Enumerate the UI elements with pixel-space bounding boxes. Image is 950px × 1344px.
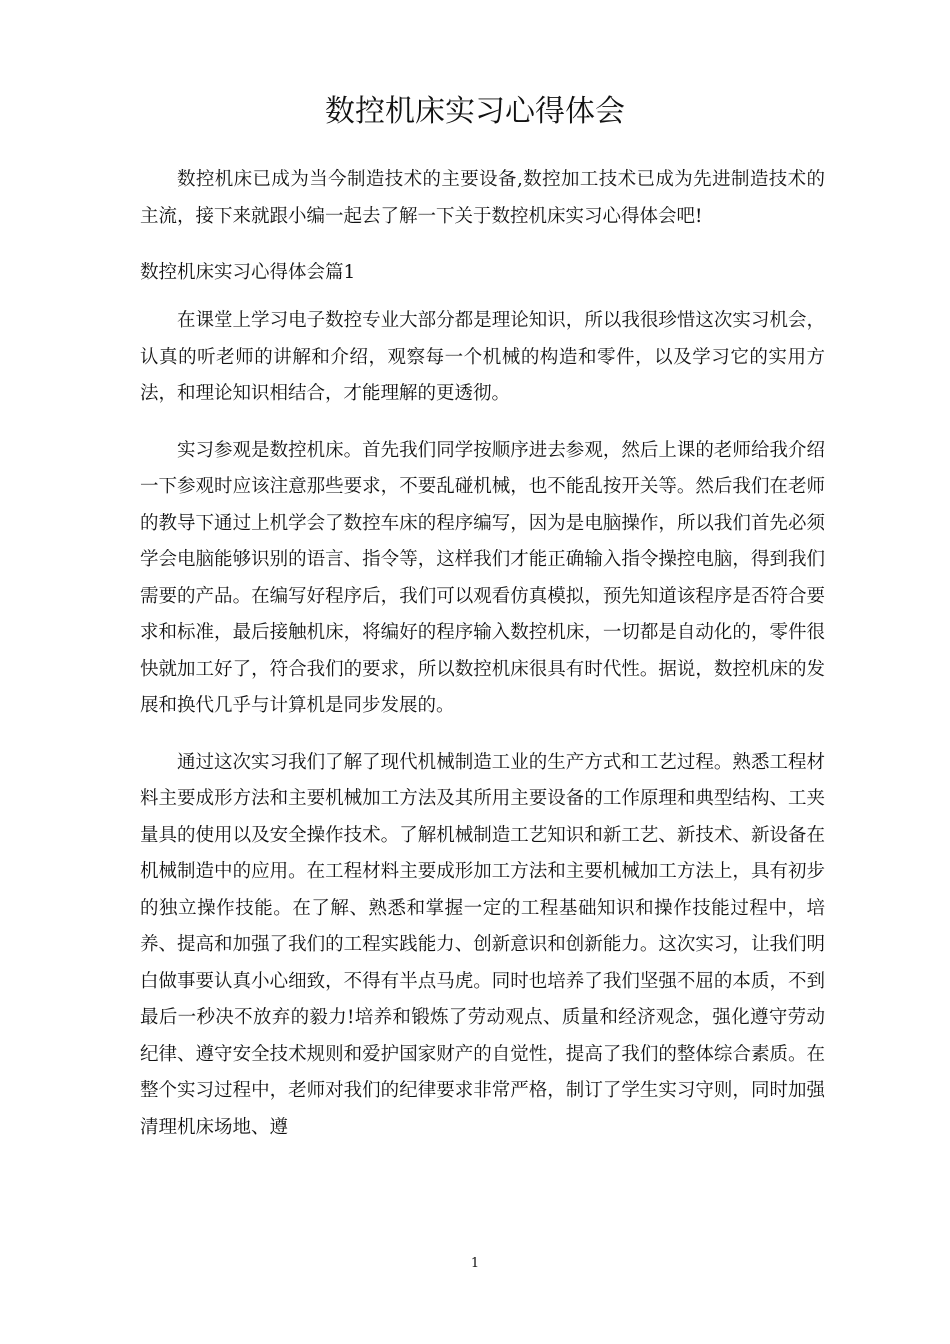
body-paragraph-1: 在课堂上学习电子数控专业大部分都是理论知识，所以我很珍惜这次实习机会，认真的听老师的讲解和介绍，观察每一个机械的构造和零件，以及学习它的实用方法，和理论知识相结合，才能理解的更透彻。 [140,310,825,404]
section-heading: 数控机床实习心得体会篇1 [140,262,356,283]
page-number: 1 [470,1256,480,1271]
document-title: 数控机床实习心得体会 [325,94,625,129]
body-paragraph-3: 通过这次实习我们了解了现代机械制造工业的生产方式和工艺过程。熟悉工程材料主要成形方法和主要机械加工方法及其所用主要设备的工作原理和典型结构、工夹量具的使用以及安全操作技术。了解机械制造工艺知识和新工艺、新技术、新设备在机械制造中的应用。在工程材料主要成形加工方法和主要机械加工方法上，具有初步的独立操作技能。在了解、熟悉和掌握一定的工程基础知识和操作技能过程中，培养、提高和加强了我们的工程实践能力、创新意识和创新能力。这次实习，让我们明白做事要认真小心细致，不得有半点马虎。同时也培养了我们坚强不屈的本质，不到最后一秒决不放弃的毅力!培养和锻炼了劳动观点、质量和经济观念，强化遵守劳动纪律、遵守安全技术规则和爱护国家财产的自觉性，提高了我们的整体综合素质。在整个实习过程中，老师对我们的纪律要求非常严格，制订了学生实习守则，同时加强清理机床场地、遵 [140,751,825,1138]
document-body [140,162,825,1146]
body-paragraph-2: 实习参观是数控机床。首先我们同学按顺序进去参观，然后上课的老师给我介绍一下参观时应该注意那些要求，不要乱碰机械，也不能乱按开关等。然后我们在老师的教导下通过上机学会了数控车床的程序编写，因为是电脑操作，所以我们首先必须学会电脑能够识别的语言、指令等，这样我们才能正确输入指令操控电脑，得到我们需要的产品。在编写好程序后，我们可以观看仿真模拟，预先知道该程序是否符合要求和标准，最后接触机床，将编好的程序输入数控机床，一切都是自动化的，零件很快就加工好了，符合我们的要求，所以数控机床很具有时代性。据说，数控机床的发展和换代几乎与计算机是同步发展的。 [140,439,825,716]
intro-paragraph: 数控机床已成为当今制造技术的主要设备,数控加工技术已成为先进制造技术的主流，接下来就跟小编一起去了解一下关于数控机床实习心得体会吧! [140,169,825,227]
